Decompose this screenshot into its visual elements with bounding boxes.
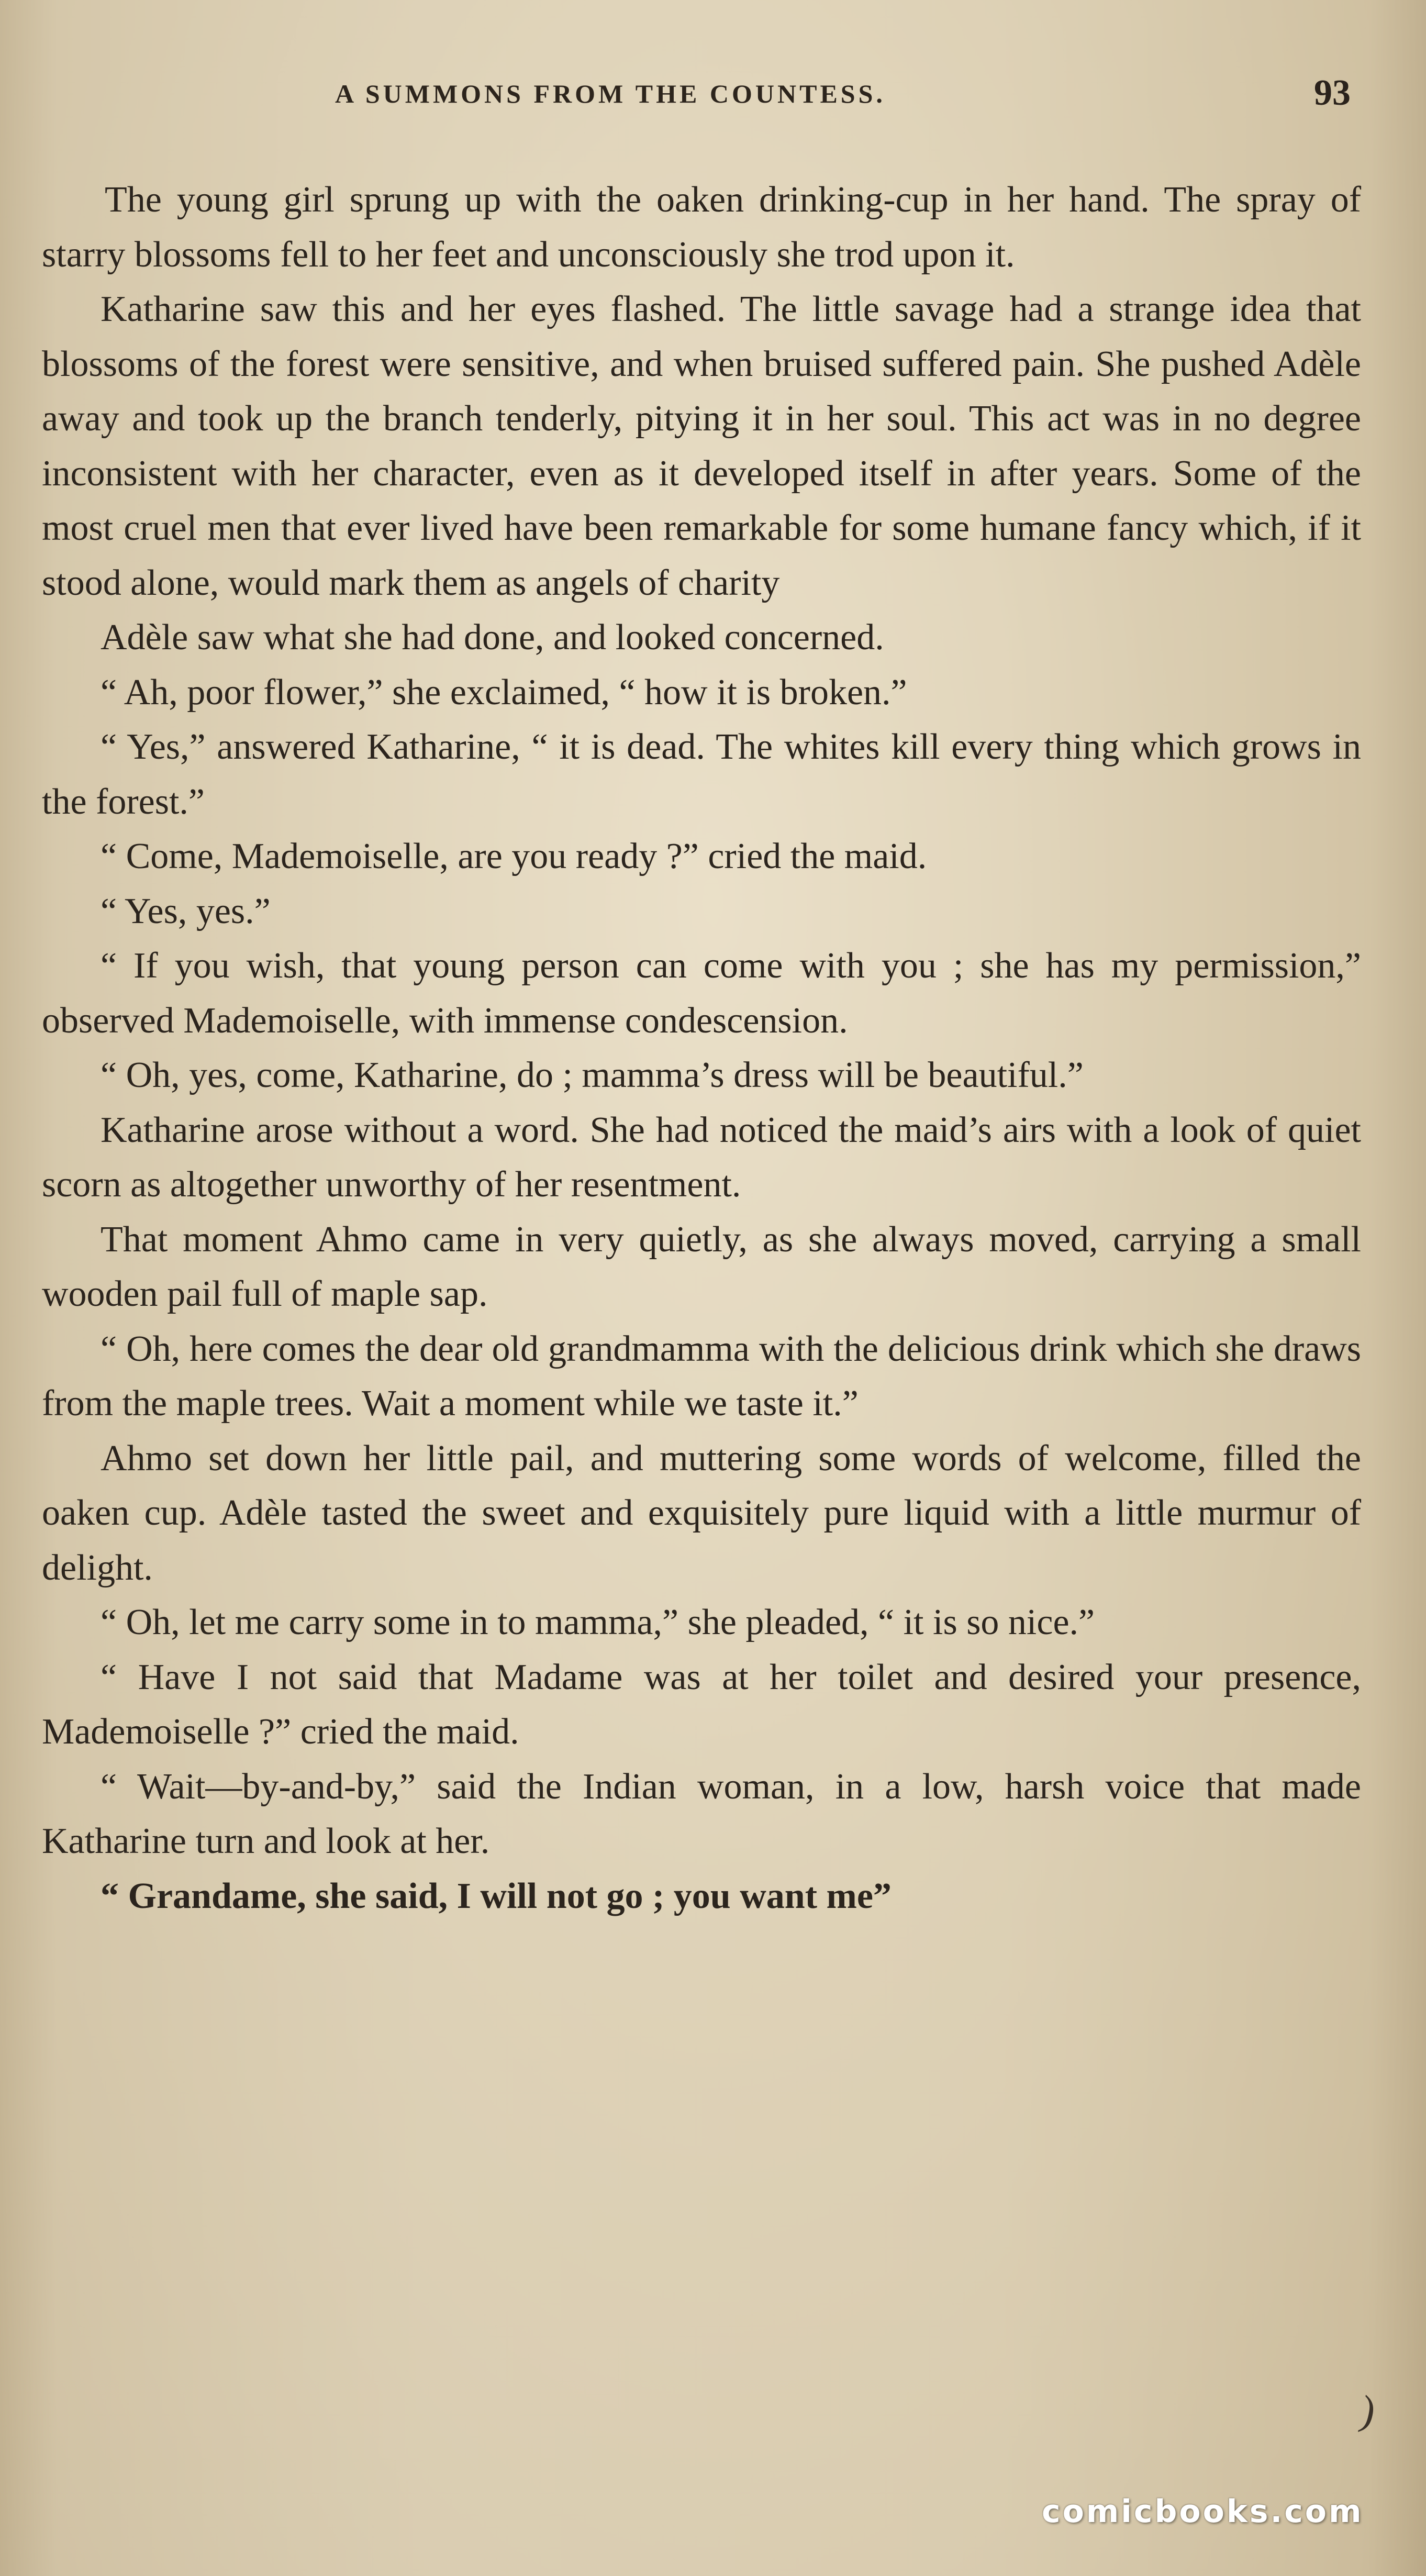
paragraph: “ Yes, yes.” xyxy=(101,891,271,931)
margin-mark: ) xyxy=(1356,2387,1380,2435)
paragraph: “ If you wish, that young person can come with you ; she has my permission,” observed Mademoiselle, with immense condescension. xyxy=(42,946,1361,1041)
watermark: comicbooks.com xyxy=(1042,2493,1364,2530)
paragraph: “ Yes,” answered Katharine, “ it is dead. The whites kill every thing which grows in the forest.” xyxy=(42,727,1361,822)
paragraph: Adèle saw what she had done, and looked concerned. xyxy=(101,617,884,658)
paragraph: “ Wait—by-and-by,” said the Indian woman, in a low, harsh voice that made Katharine turn and look at her. xyxy=(42,1766,1361,1861)
paragraph: “ Come, Mademoiselle, are you ready ?” cried the maid. xyxy=(101,836,927,876)
page-header xyxy=(0,73,1426,120)
page-number: 93 xyxy=(1314,73,1351,113)
paragraph: “ Grandame, she said, I will not go ; you want me” xyxy=(101,1875,892,1916)
paragraph: “ Oh, yes, come, Katharine, do ; mamma’s dress will be beautiful.” xyxy=(101,1055,1084,1095)
paragraph: Katharine saw this and her eyes flashed. The little savage had a strange idea that blossoms of the forest were sensitive, and when bruised suffered pain. She pushed Adèle away and took up the branch tenderly, pitying it in her soul. This act was in no degree inconsistent with her character, even as it developed itself in after years. Some of the most cruel men that ever lived have been remarkable for some humane fancy which, if it stood alone, would mark them as angels of charity xyxy=(42,289,1361,603)
paragraph: “ Ah, poor flower,” she exclaimed, “ how it is broken.” xyxy=(101,672,907,713)
paragraph: “ Oh, let me carry some in to mamma,” she pleaded, “ it is so nice.” xyxy=(101,1602,1095,1642)
paragraph: That moment Ahmo came in very quietly, as she always moved, carrying a small wooden pail full of maple sap. xyxy=(42,1219,1361,1314)
paragraph: Katharine arose without a word. She had noticed the maid’s airs with a look of quiet scorn as altogether unworthy of her resentment. xyxy=(42,1109,1361,1205)
paragraph: Ahmo set down her little pail, and muttering some words of welcome, filled the oaken cup. Adèle tasted the sweet and exquisitely pure liquid with a little murmur of delight. xyxy=(42,1438,1361,1588)
body-text xyxy=(42,173,1361,1924)
running-head: A SUMMONS FROM THE COUNTESS. xyxy=(335,79,886,108)
paragraph: “ Have I not said that Madame was at her toilet and desired your presence, Mademoiselle ?” cried the maid. xyxy=(42,1657,1361,1752)
paragraph: The young girl sprung up with the oaken drinking-cup in her hand. The spray of starry blossoms fell to her feet and unconsciously she trod upon it. xyxy=(42,180,1361,275)
paragraph: “ Oh, here comes the dear old grandmamma with the delicious drink which she draws from the maple trees. Wait a moment while we taste it.” xyxy=(42,1328,1361,1424)
